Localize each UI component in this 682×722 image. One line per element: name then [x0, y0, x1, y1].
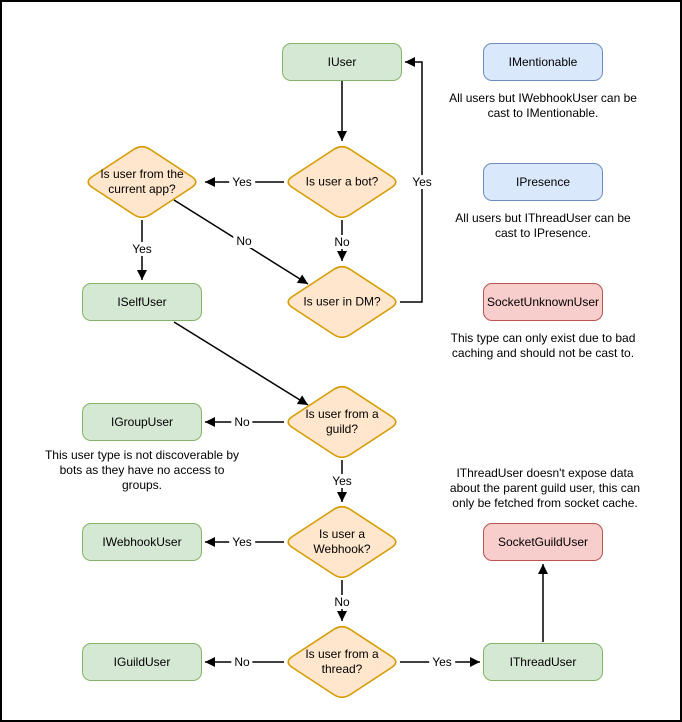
- node-iuser: [282, 43, 402, 81]
- decision-label-is-webhook: Is user a Webhook?: [313, 527, 371, 556]
- decision-label-is-bot: Is user a bot?: [305, 174, 379, 189]
- node-label: IGroupUser: [110, 415, 174, 429]
- note-line: cast to IPresence.: [494, 226, 592, 240]
- note-line: caching and should not be cast to.: [451, 346, 635, 360]
- note-socketunknownuser: [443, 331, 643, 361]
- note-line: IThreadUser doesn't expose data: [456, 466, 634, 480]
- node-igroupuser: [82, 403, 202, 441]
- node-ipresence: [483, 163, 603, 201]
- note-line: only be fetched from socket cache.: [452, 496, 638, 510]
- edge-label-no-webhook-to-thread: No: [331, 595, 352, 609]
- note-line: cast to IMentionable.: [487, 106, 599, 120]
- note-imentionable: [443, 91, 643, 121]
- note-ithreaduser: [445, 466, 645, 511]
- note-line: All users but IThreadUser can be: [455, 211, 631, 225]
- note-ipresence: [443, 211, 643, 241]
- note-line: groups.: [121, 478, 163, 492]
- edge-label-no-app-to-dm: No: [233, 234, 254, 248]
- node-label: IGuildUser: [113, 655, 171, 669]
- note-line: This type can only exist due to bad: [450, 331, 636, 345]
- note-igroupuser: [42, 448, 242, 493]
- node-label: IUser: [327, 55, 357, 69]
- edge-label-no-bot-to-dm: No: [331, 235, 352, 249]
- node-label: IThreadUser: [509, 655, 577, 669]
- note-line: All users but IWebhookUser can be: [449, 91, 637, 105]
- node-label: SocketGuildUser: [497, 535, 589, 549]
- edge-label-yes-dm-to-iuser: Yes: [409, 175, 435, 189]
- decision-label-in-dm: Is user in DM?: [303, 294, 381, 309]
- edge-label-yes-app-to-self: Yes: [129, 242, 155, 256]
- node-ithreaduser: [483, 643, 603, 681]
- edge-iselfuser-to-fromguild: [174, 322, 308, 405]
- node-label: IWebhookUser: [102, 535, 182, 549]
- note-line: about the parent guild user, this can: [449, 481, 641, 495]
- edge-label-yes-webhook-to-whuser: Yes: [229, 535, 255, 549]
- edge-label-no-thread-to-guild: No: [231, 655, 252, 669]
- note-line: This user type is not discoverable by: [44, 448, 240, 462]
- node-iguilduser: [82, 643, 202, 681]
- node-label: IMentionable: [508, 55, 578, 69]
- edge-label-yes-guild-to-webhook: Yes: [329, 474, 355, 488]
- note-line: bots as they have no access to: [59, 463, 225, 477]
- node-label: SocketUnknownUser: [486, 295, 600, 309]
- decision-label-current-app: Is user from the current app?: [100, 167, 184, 196]
- edge-label-yes-bot-to-app: Yes: [229, 175, 255, 189]
- decision-label-from-thread: Is user from a thread?: [305, 647, 379, 676]
- node-socketguilduser: [483, 523, 603, 561]
- edge-label-no-guild-to-group: No: [231, 415, 252, 429]
- decision-label-from-guild: Is user from a guild?: [305, 407, 379, 436]
- node-imentionable: [483, 43, 603, 81]
- node-iselfuser: [82, 283, 202, 321]
- node-label: IPresence: [515, 175, 571, 189]
- node-socketunknownuser: [483, 283, 603, 321]
- edge-label-yes-thread-to-tuser: Yes: [429, 655, 455, 669]
- node-label: ISelfUser: [117, 295, 167, 309]
- node-iwebhookuser: [82, 523, 202, 561]
